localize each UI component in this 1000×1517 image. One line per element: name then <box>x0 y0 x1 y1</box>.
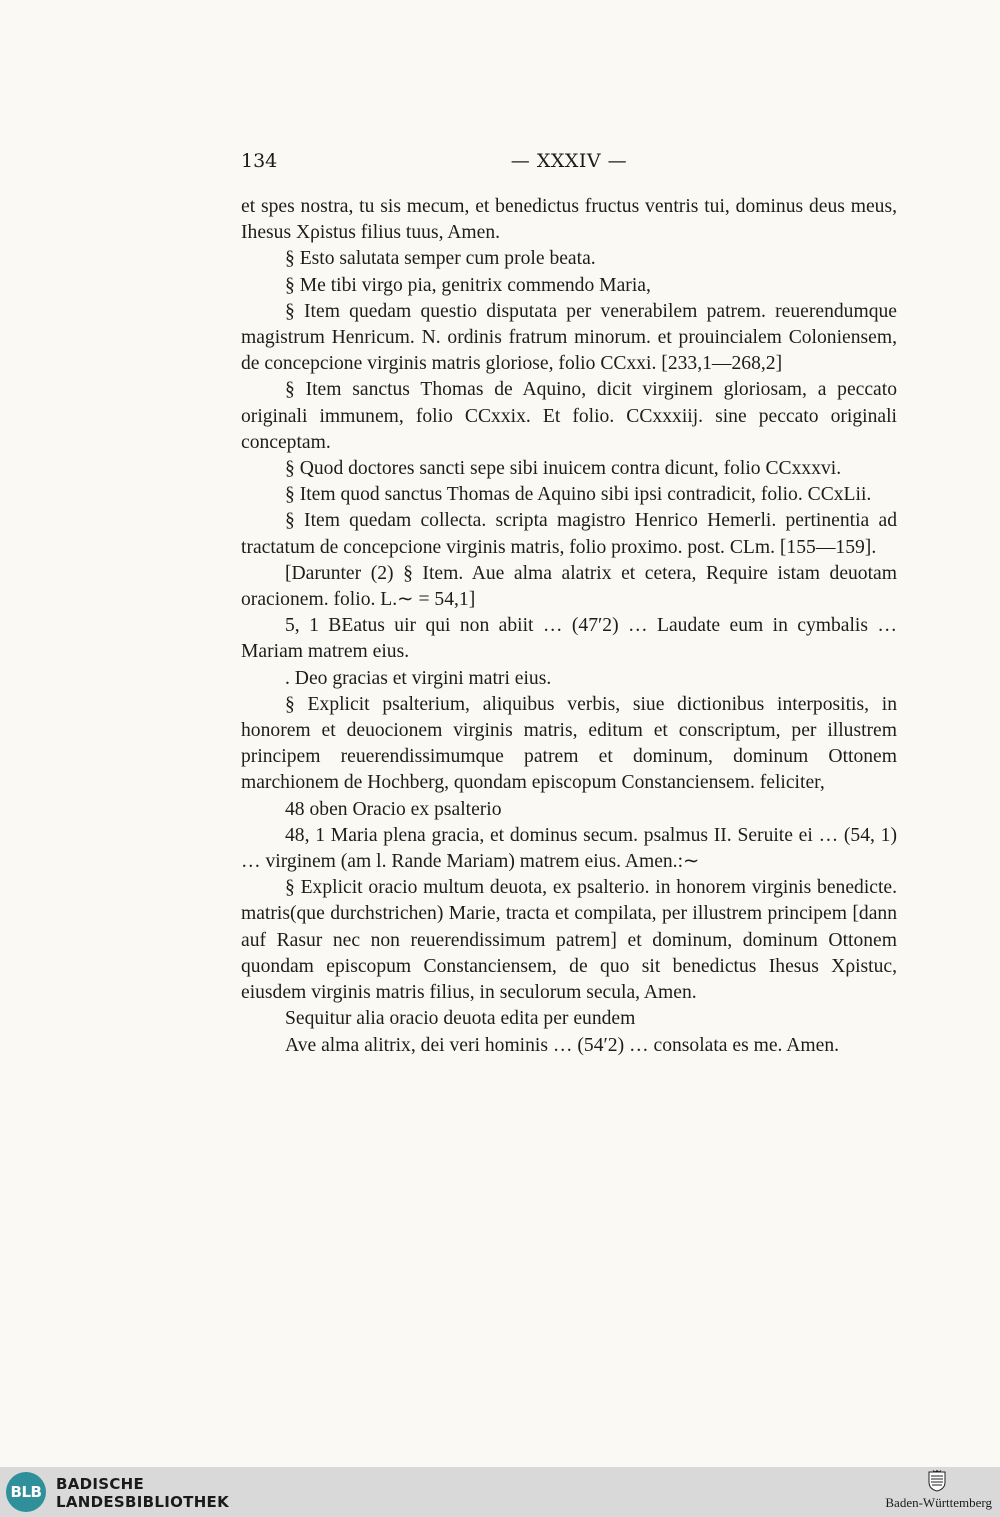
library-name-line: LANDESBIBLIOTHEK <box>56 1493 230 1511</box>
paragraph: . Deo gracias et virgini matri eius. <box>285 667 552 689</box>
section-number: — XXXIV — <box>510 150 628 172</box>
paragraph: § Me tibi virgo pia, genitrix commendo Maria, <box>285 274 651 296</box>
paragraph: 48, 1 Maria plena gracia, et dominus secum. psalmus II. Seruite ei … (54, 1) … virginem (am l. Rande Mariam) matrem eius. Amen.:∼ <box>241 824 897 873</box>
paragraph: § Item quedam questio disputata per venerabilem patrem. reuerendumque magistrum Henricum. N. ordinis fratrum minorum. et prouincialem Coloniensem, de concepcione virginis matris gloriose, folio CCxxi. [233,1—268,2] <box>241 300 897 375</box>
state-name[interactable]: Baden-Württemberg <box>885 1495 992 1510</box>
paragraph: Ave alma alitrix, dei veri hominis … (54′2) … consolata es me. Amen. <box>285 1034 840 1056</box>
paragraph: § Item sanctus Thomas de Aquino, dicit virginem gloriosam, a peccato originali immunem, folio CCxxix. Et folio. CCxxxiij. sine peccato originali conceptam. <box>241 379 897 453</box>
paragraph: § Quod doctores sancti sepe sibi inuicem contra dicunt, folio CCxxxvi. <box>285 458 842 480</box>
body-text <box>241 194 897 1059</box>
paragraph: [Darunter (2) § Item. Aue alma alatrix et cetera, Require istam deuotam oracionem. folio. L.∼ = 54,1] <box>241 562 897 611</box>
footer-bar <box>0 1467 1000 1517</box>
library-name <box>56 1475 229 1511</box>
paragraph: 5, 1 BEatus uir qui non abiit … (47′2) … Laudate eum in cymbalis … Mariam matrem eius. <box>241 615 897 663</box>
paragraph: 48 oben Oracio ex psalterio <box>285 798 502 820</box>
page-number: 134 <box>241 150 278 172</box>
paragraph: § Item quod sanctus Thomas de Aquino sibi ipsi contradicit, folio. CCxLii. <box>285 484 872 506</box>
library-name-line: BADISCHE <box>56 1475 145 1493</box>
page-header <box>241 150 897 178</box>
blb-logo[interactable]: BLB <box>6 1472 46 1512</box>
paragraph: et spes nostra, tu sis mecum, et benedictus fructus ventris tui, dominus deus meus, Ihesus Xρistus filius tuus, Amen. <box>241 196 897 244</box>
paragraph: § Explicit psalterium, aliquibus verbis, siue dictionibus interpositis, in honorem et deuocionem virginis matris, editum et conscriptum, per illustrem principem reuerendissimumque patrem et dominum, dominum Ottonem marchionem de Hochberg, quondam episcopum Constanciensem. feliciter, <box>241 693 897 794</box>
paragraph: § Explicit oracio multum deuota, ex psalterio. in honorem virginis benedicte. matris(que durchstrichen) Marie, tracta et compilata, per illustrem principem [dann auf Rasur nec non reuerendissimum patrem] et dominum, dominum Ottonem quondam episcopum Constanciensem, de quo sit benedictus Ihesus Xρistuc, eiusdem virginis matris filius, in seculorum secula, Amen. <box>241 877 897 1004</box>
paragraph: Sequitur alia oracio deuota edita per eundem <box>285 1008 636 1030</box>
paragraph: § Esto salutata semper cum prole beata. <box>285 248 596 270</box>
baden-wuerttemberg-crest-icon <box>928 1470 946 1492</box>
paragraph: § Item quedam collecta. scripta magistro Henrico Hemerli. pertinentia ad tractatum de concepcione virginis matris, folio proximo. post. CLm. [155—159]. <box>241 510 897 558</box>
